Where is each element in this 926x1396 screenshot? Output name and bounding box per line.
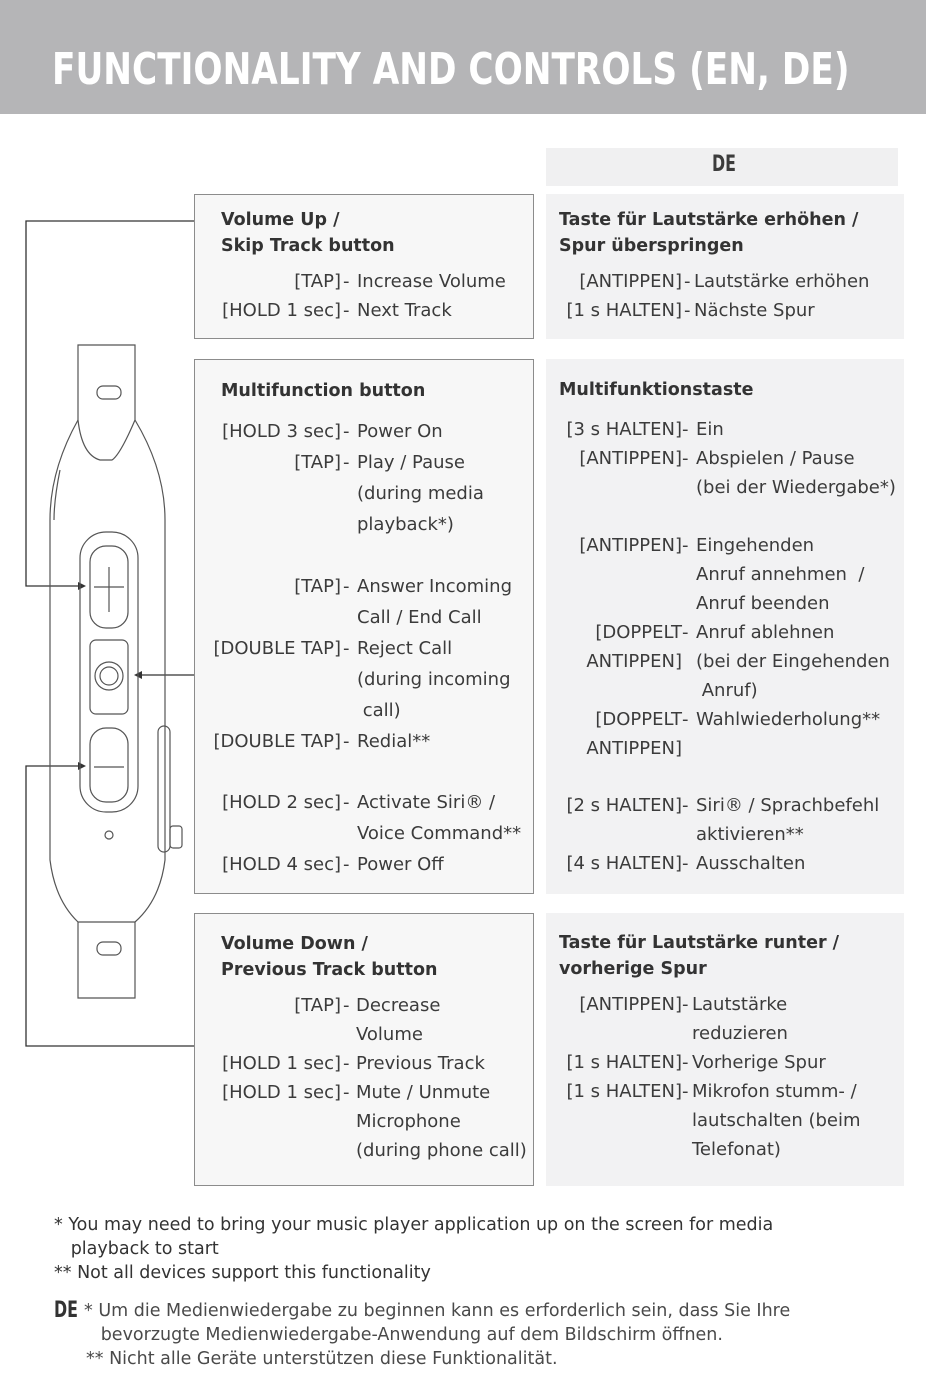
action-description: Microphone — [356, 1111, 461, 1132]
action-label: ANTIPPEN] — [586, 651, 682, 672]
action-description: Lautstärke erhöhen — [694, 271, 870, 292]
action-label: [DOPPELT — [595, 709, 682, 730]
action-description: Redial** — [357, 731, 431, 752]
separator: - — [682, 535, 689, 556]
separator: - — [343, 638, 350, 659]
action-description: Siri® / Sprachbefehl — [696, 795, 880, 816]
action-label: [HOLD 3 sec] — [222, 421, 341, 442]
action-description: Eingehenden — [696, 535, 815, 556]
action-description: Lautstärke — [692, 994, 788, 1015]
action-description: Activate Siri® / — [357, 792, 496, 813]
separator: - — [682, 1052, 689, 1073]
action-label: [TAP] — [294, 271, 341, 292]
separator: - — [343, 995, 350, 1016]
action-description: Next Track — [357, 300, 452, 321]
action-label: [4 s HALTEN] — [566, 853, 682, 874]
volume-up-title-1: Volume Up / — [221, 210, 340, 230]
action-description: Previous Track — [356, 1053, 485, 1074]
action-description: (bei der Eingehenden — [696, 651, 890, 672]
volume-down-title-2: Previous Track button — [221, 960, 438, 980]
action-label: [HOLD 1 sec] — [222, 1082, 341, 1103]
action-description: Anruf ablehnen — [696, 622, 835, 643]
separator: - — [343, 1082, 350, 1103]
action-label: [DOPPELT — [595, 622, 682, 643]
separator: - — [682, 1081, 689, 1102]
connector-volume-up — [26, 221, 194, 586]
action-description: (bei der Wiedergabe*) — [696, 477, 896, 498]
action-description: reduzieren — [692, 1023, 788, 1044]
footnote-en-2: playback to start — [54, 1239, 219, 1259]
microphone-hole — [105, 831, 113, 839]
separator: - — [682, 709, 689, 730]
bottom-strap — [78, 922, 135, 998]
separator: - — [682, 853, 689, 874]
action-label: [2 s HALTEN] — [566, 795, 682, 816]
action-description: Wahlwiederholung** — [696, 709, 881, 730]
connector-volume-down — [26, 766, 194, 1046]
action-description: Mikrofon stumm- / — [692, 1081, 857, 1102]
action-description: Play / Pause — [357, 452, 465, 473]
separator: - — [343, 576, 350, 597]
action-label: [1 s HALTEN] — [566, 1081, 682, 1102]
separator: - — [682, 622, 689, 643]
action-label: [1 s HALTEN] — [566, 1052, 682, 1073]
separator: - — [682, 994, 689, 1015]
footnote-de-tag: DE — [54, 1298, 78, 1323]
action-description: Vorherige Spur — [692, 1052, 826, 1073]
action-description: call) — [357, 700, 401, 721]
action-description: Reject Call — [357, 638, 453, 659]
action-description: Ausschalten — [696, 853, 806, 874]
action-description: Answer Incoming — [357, 576, 513, 597]
page-title: FUNCTIONALITY AND CONTROLS (EN, DE) — [52, 44, 850, 95]
action-label: [TAP] — [294, 576, 341, 597]
separator: - — [682, 419, 689, 440]
action-description: (during incoming — [357, 669, 511, 690]
separator: - — [684, 271, 691, 292]
action-label: ANTIPPEN] — [586, 738, 682, 759]
volume-up-en-box — [194, 194, 534, 339]
action-description: aktivieren** — [696, 824, 804, 845]
volume-down-de-box — [546, 913, 904, 1186]
separator: - — [684, 300, 691, 321]
separator: - — [343, 1053, 350, 1074]
top-strap-slot — [97, 386, 121, 399]
remote-body — [50, 420, 165, 922]
action-description: Nächste Spur — [694, 300, 815, 321]
action-label: [TAP] — [294, 452, 341, 473]
footnote-de-1: * Um die Medienwiedergabe zu beginnen kann es erforderlich sein, dass Sie Ihre — [84, 1301, 791, 1321]
separator: - — [343, 271, 350, 292]
separator: - — [343, 731, 350, 752]
action-description: (during phone call) — [356, 1140, 527, 1161]
multifunction-de-title: Multifunktionstaste — [559, 380, 754, 400]
volume-down-de-title-1: Taste für Lautstärke runter / — [559, 933, 840, 953]
action-label: [HOLD 4 sec] — [222, 854, 341, 875]
action-description: lautschalten (beim — [692, 1110, 861, 1131]
action-description: Call / End Call — [357, 607, 482, 628]
action-description: Decrease — [356, 995, 441, 1016]
action-label: [ANTIPPEN] — [579, 448, 682, 469]
action-description: Ein — [696, 419, 724, 440]
volume-up-de-title-1: Taste für Lautstärke erhöhen / — [559, 210, 859, 230]
separator: - — [343, 300, 350, 321]
volume-up-de-box — [546, 194, 904, 339]
separator: - — [343, 854, 350, 875]
footnote-en-3: ** Not all devices support this functionality — [54, 1263, 431, 1283]
action-description: Anruf) — [696, 680, 758, 701]
action-label: [HOLD 1 sec] — [222, 1053, 341, 1074]
action-label: [3 s HALTEN] — [566, 419, 682, 440]
action-description: playback*) — [357, 514, 454, 535]
arrow-volume-up — [78, 582, 86, 590]
footnote-de-2: bevorzugte Medienwiedergabe-Anwendung auf dem Bildschirm öffnen. — [84, 1325, 723, 1345]
side-switch — [158, 726, 170, 852]
action-description: Telefonat) — [692, 1139, 781, 1160]
action-label: [TAP] — [294, 995, 341, 1016]
action-label: [ANTIPPEN] — [579, 535, 682, 556]
separator: - — [343, 421, 350, 442]
bottom-strap-slot — [97, 942, 121, 955]
action-description: Volume — [356, 1024, 423, 1045]
footnote-en-1: * You may need to bring your music player application up on the screen for media — [54, 1215, 774, 1235]
action-label: [HOLD 1 sec] — [222, 300, 341, 321]
action-label: [ANTIPPEN] — [579, 271, 682, 292]
volume-down-en-box — [194, 913, 534, 1186]
multifunction-de-box — [546, 359, 904, 894]
separator: - — [682, 448, 689, 469]
footnote-de-3: ** Nicht alle Geräte unterstützen diese Funktionalität. — [86, 1349, 558, 1369]
action-label: [DOUBLE TAP] — [213, 638, 341, 659]
volume-down-button-shape — [90, 728, 128, 802]
action-description: Power On — [357, 421, 443, 442]
arrow-volume-down — [78, 762, 86, 770]
action-description: Anruf annehmen / — [696, 564, 865, 585]
circle-button-icon — [95, 662, 123, 690]
action-label: [HOLD 2 sec] — [222, 792, 341, 813]
action-description: Voice Command** — [357, 823, 522, 844]
separator: - — [343, 452, 350, 473]
volume-up-de-title-2: Spur überspringen — [559, 236, 744, 256]
action-description: Abspielen / Pause — [696, 448, 855, 469]
action-description: Power Off — [357, 854, 444, 875]
multifunction-title: Multifunction button — [221, 381, 426, 401]
action-description: (during media — [357, 483, 484, 504]
action-label: [DOUBLE TAP] — [213, 731, 341, 752]
separator: - — [682, 795, 689, 816]
action-description: Increase Volume — [357, 271, 506, 292]
top-strap — [78, 345, 135, 460]
volume-down-de-title-2: vorherige Spur — [559, 959, 707, 979]
de-column-label: DE — [712, 152, 736, 177]
separator: - — [343, 792, 350, 813]
action-label: [ANTIPPEN] — [579, 994, 682, 1015]
volume-up-title-2: Skip Track button — [221, 236, 395, 256]
volume-down-title-1: Volume Down / — [221, 934, 368, 954]
action-label: [1 s HALTEN] — [566, 300, 682, 321]
multifunction-button-shape — [90, 640, 128, 714]
action-description: Mute / Unmute — [356, 1082, 491, 1103]
action-description: Anruf beenden — [696, 593, 830, 614]
multifunction-en-box — [194, 359, 534, 894]
